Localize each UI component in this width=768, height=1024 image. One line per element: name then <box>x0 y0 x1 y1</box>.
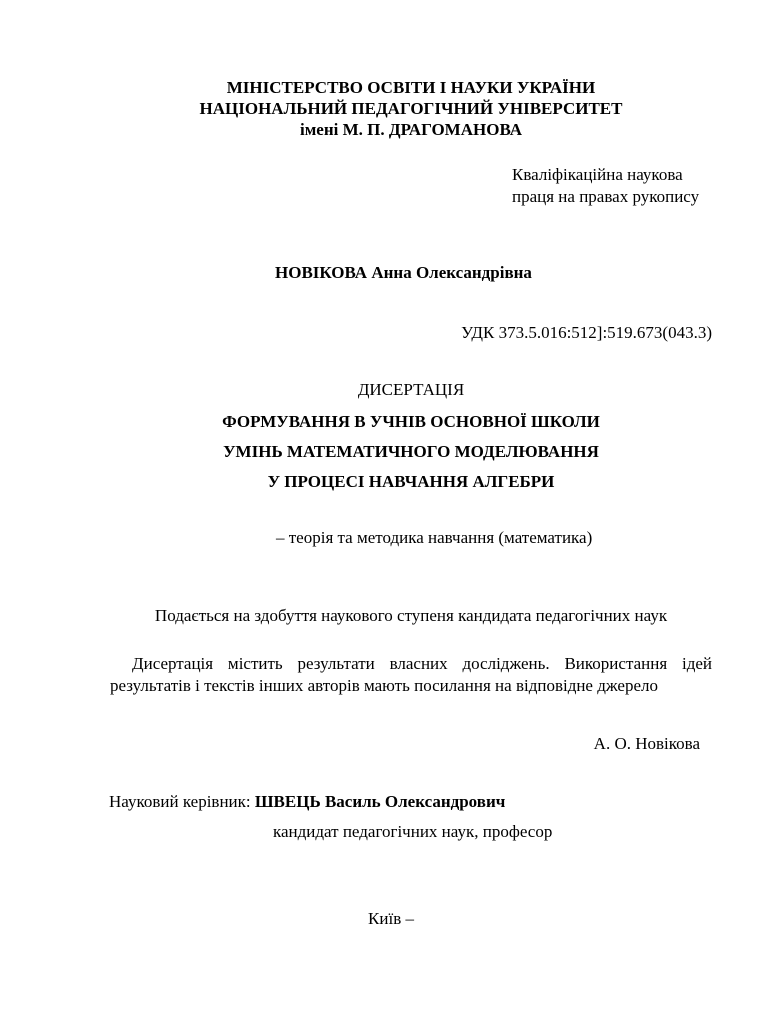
city-year: Київ – <box>368 909 414 928</box>
udk-code: УДК 373.5.016:512]:519.673(043.3) <box>461 323 712 342</box>
supervisor-name: ШВЕЦЬ Василь Олександрович <box>254 792 506 811</box>
author-given-names: Анна Олександрівна <box>371 263 532 282</box>
dissertation-title <box>0 407 768 497</box>
manuscript-note <box>512 164 699 208</box>
dissertation-title-line3: У ПРОЦЕСІ НАВЧАННЯ АЛГЕБРИ <box>267 472 555 491</box>
author-surname: НОВІКОВА <box>275 263 368 282</box>
supervisor-title: кандидат педагогічних наук, професор <box>273 822 553 841</box>
specialty: – теорія та методика навчання (математика) <box>276 528 593 547</box>
university-named-after: імені М. П. ДРАГОМАНОВА <box>300 120 522 139</box>
dissertation-title-line2: УМІНЬ МАТЕМАТИЧНОГО МОДЕЛЮВАННЯ <box>223 442 599 461</box>
degree-statement: Подається на здобуття наукового ступеня кандидата педагогічних наук <box>154 606 668 625</box>
originality-statement: Дисертація містить результати власних досліджень. Використання ідей результатів і текстів інших авторів мають посилання на відповідне джерело <box>110 654 712 695</box>
manuscript-note-line1: Кваліфікаційна наукова <box>512 165 683 184</box>
supervisor <box>109 792 505 812</box>
institution-header <box>0 77 768 140</box>
university-name: НАЦІОНАЛЬНИЙ ПЕДАГОГІЧНИЙ УНІВЕРСИТЕТ <box>199 99 623 118</box>
manuscript-note-line2: праця на правах рукопису <box>512 187 700 206</box>
author-name <box>275 263 532 283</box>
ministry-name: МІНІСТЕРСТВО ОСВІТИ І НАУКИ УКРАЇНИ <box>226 78 596 97</box>
author-signature: А. О. Новікова <box>593 734 700 753</box>
dissertation-title-line1: ФОРМУВАННЯ В УЧНІВ ОСНОВНОЇ ШКОЛИ <box>222 412 600 431</box>
dissertation-label: ДИСЕРТАЦІЯ <box>357 380 465 399</box>
supervisor-label: Науковий керівник: <box>109 792 251 811</box>
